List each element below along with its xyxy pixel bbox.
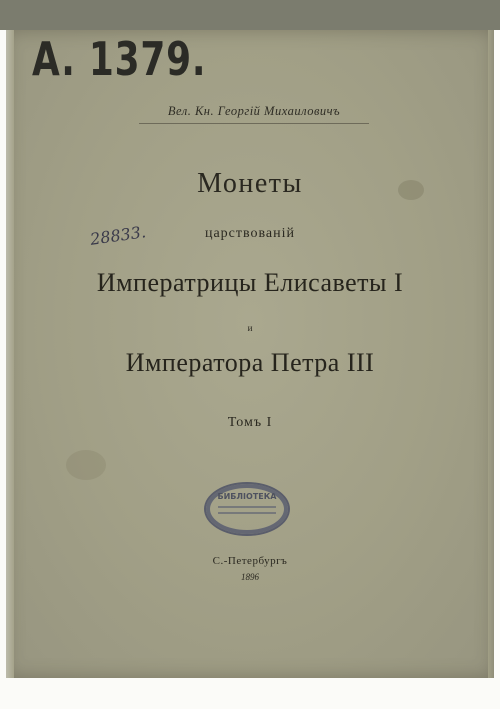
scan-top-border bbox=[0, 0, 500, 30]
author-line: Вел. Кн. Георгій Михаиловичъ bbox=[139, 104, 369, 124]
imprint-year: 1896 bbox=[241, 572, 259, 582]
imprint-place: С.-Петербургъ bbox=[212, 555, 288, 567]
title-page bbox=[6, 30, 494, 678]
stamp-illegible-lines bbox=[218, 506, 276, 518]
handwritten-inventory-number: 28833. bbox=[88, 222, 148, 249]
subtitle-line: царствованій bbox=[204, 226, 296, 241]
volume-label: Томъ I bbox=[227, 415, 273, 430]
book-title: Монеты bbox=[197, 168, 303, 199]
ruler-peter-line: Императора Петра III bbox=[125, 348, 375, 377]
conjunction-line: и bbox=[247, 323, 253, 333]
ruler-elizabeth-line: Императрицы Елисаветы I bbox=[96, 268, 404, 297]
paper-stain bbox=[66, 450, 106, 480]
stamp-label: БИБЛІОТЕКА bbox=[217, 492, 277, 501]
scan-bottom-margin bbox=[0, 678, 500, 709]
library-shelfmark: A. 1379. bbox=[32, 32, 207, 86]
library-stamp bbox=[204, 482, 290, 536]
